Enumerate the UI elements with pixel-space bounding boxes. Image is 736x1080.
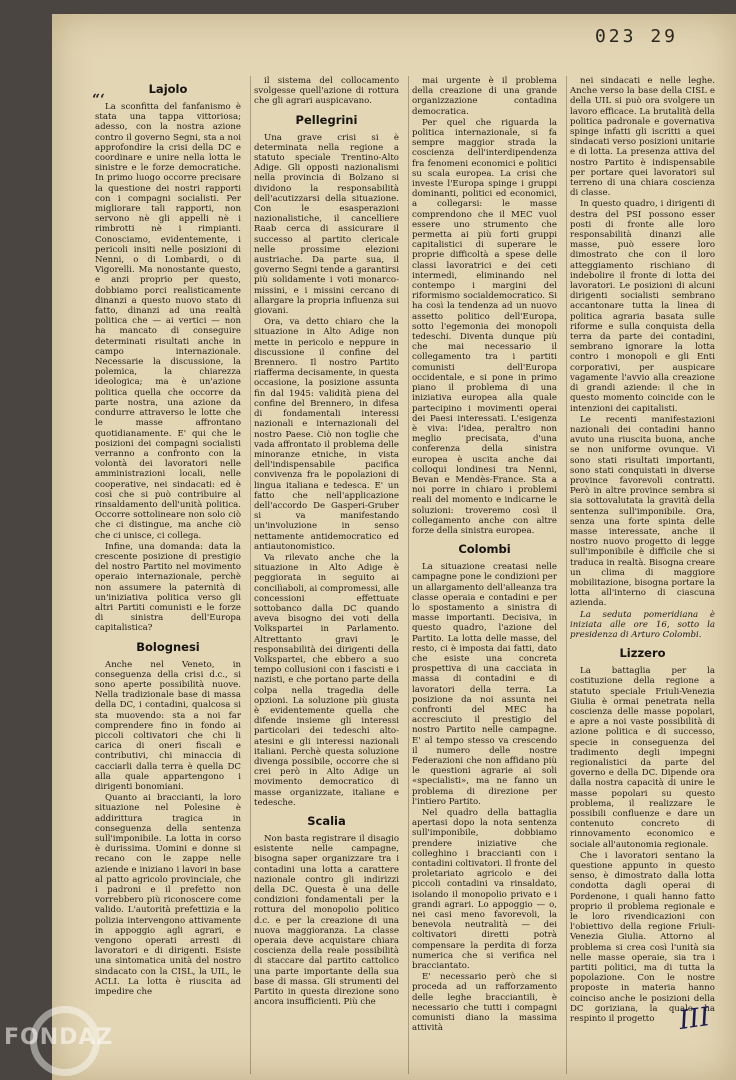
paragraph: Le recenti manifestazioni nazionali dei contadini hanno avuto una riuscita buona, anche se non uniforme ovunque. Vi sono stati risultati importanti, sono stati conquistati in diverse province favorevoli contratti. Però in altre province sembra si sia sottovalutata la gravità della sentenza sull'imponibile. Ora, senza una forte spinta delle masse interessate, anche il nostro nuovo progetto di legge sull'imponibile è difficile che si traduca in realtà. Bisogna creare un clima di maggiore mobilitazione, bisogna portare la lotta all'interno di ciascuna azienda. bbox=[570, 414, 715, 609]
section-heading: Colombi bbox=[458, 542, 511, 557]
paragraph: In questo quadro, i dirigenti di destra del PSI possono esser posti di fronte alle loro responsabilità dinanzi alle masse, può essere loro dimostrato che con il loro atteggiamento rischiano di indebolire il fronte di lotta dei lavoratori. Le posizioni di alcuni dirigenti socialisti sembrano accantonare tutta la linea di politica agraria basata sulle riforme e sulla conquista della terra da parte dei contadini, sembrano ignorare la lotta contro i monopoli e gli Enti corporativi, per auspicare vagamente l'avvio alla creazione di grandi aziende: il che in questo momento coincide con le intenzioni dei capitalisti. bbox=[570, 199, 715, 414]
paragraph: Quanto ai braccianti, la loro situazione nel Polesine è addirittura tragica in conseguenza della sentenza sull'imponibile. La lotta in corso è durissima. Uomini e donne si recano con le zappe nelle aziende e iniziano i lavori in base al patto agricolo provinciale, che i padroni e il prefetto non vorrebbero più riconoscere come valido. L'autorità prefettizia e la polizia intervengono attivamente in appoggio agli agrari, e vengono operati arresti di lavoratori e di dirigenti. Esiste una sintomatica unità del nostro sindacato con la CISL, la UIL, le ACLI. La lotta è riuscita ad impedire che bbox=[95, 793, 241, 998]
document-page bbox=[52, 14, 736, 1080]
paragraph: La situazione creatasi nelle campagne pone le condizioni per un allargamento dell'alleanza tra classe operaia e contadini e per lo spostamento a sinistra di masse importanti. Decisiva, in questo quadro, l'azione del Partito. La lotta delle masse, del resto, ci è imposta dai fatti, dato che esiste una concreta prospettiva di una cacciata in massa di contadini e di lavoratori della terra. La posizione da noi assunta nei confronti del MEC ha accresciuto il prestigio del nostro Partito nelle campagne. E' al tempo stesso va crescendo il numero delle nostre Federazioni che non affidano più le questioni agrarie ai soli «specialisti», ma ne fanno un problema di direzione per l'intiero Partito. bbox=[412, 562, 557, 807]
watermark-text: FONDAZ bbox=[4, 1025, 114, 1050]
section-heading: Bolognesi bbox=[136, 639, 200, 654]
paragraph: il sistema del collocamento svolgesse quell'azione di rottura che gli agrari auspicavano. bbox=[254, 76, 399, 107]
section-heading: Lizzero bbox=[619, 646, 666, 661]
paragraph: Che i lavoratori sentano la questione appunto in questo senso, è dimostrato dalla lotta condotta dagli operai di Pordenone, i quali hanno fatto proprio il problema regionale e le loro rivendicazioni con l'obiettivo della regione Friuli-Venezia Giulia. Attorno al problema si crea così l'unità sia nelle masse operaie, sia tra i partiti politici, ma di tutta la popolazione. Con le nostre proposte in materia hanno coinciso anche le posizioni della DC goriziana, la quale ha respinto il progetto bbox=[570, 850, 715, 1025]
paragraph: mai urgente è il problema della creazione di una grande organizzazione contadina democratica. bbox=[412, 76, 557, 117]
paragraph: Infine, una domanda: data la crescente posizione di prestigio del nostro Partito nel movimento operaio internazionale, perchè non assumere la paternità di un'iniziativa politica verso gli altri Partiti comunisti e le forze di sinistra dell'Europa capitalistica? bbox=[95, 541, 241, 634]
article-columns bbox=[92, 76, 722, 1074]
paragraph: La battaglia per la costituzione della regione a statuto speciale Friuli-Venezia Giulia è ormai penetrata nella coscienza delle masse popolari, e apre a noi vaste possibilità di azione politica e di successo, specie in conseguenza del tradimento degli impegni regionalistici da parte del governo e della DC. Dipende ora dalla nostra capacità di unire le masse popolari su questo problema, il realizzare le possibili confluenze e dare un contenuto concreto di rinnovamento economico e sociale all'autonomia regionale. bbox=[570, 666, 715, 850]
paragraph: Non basta registrare il disagio esistente nelle campagne, bisogna saper organizzare tra i contadini una lotta a carattere nazionale contro gli indirizzi della DC. Questa è una delle condizioni fondamentali per la rottura del monopolio politico d.c. e per la creazione di una nuova maggioranza. La classe operaia deve acquistare chiara coscienza della reale possibilità di staccare dal partito cattolico una parte importante della sua base di massa. Gli strumenti del Partito in questa direzione sono ancora insufficienti. Più che bbox=[254, 834, 399, 1008]
paragraph: E' necessario però che si proceda ad un rafforzamento delle leghe bracciantili, è necessario che tutti i compagni comunisti diano la massima attività bbox=[412, 972, 557, 1034]
column-3 bbox=[408, 76, 560, 1074]
section-heading: Scalia bbox=[307, 814, 346, 829]
paragraph: La seduta pomeridiana è iniziata alle ore 16, sotto la presidenza di Arturo Colombi. bbox=[570, 609, 715, 640]
paragraph: Nel quadro della battaglia apertasi dopo la nota sentenza sull'imponibile, dobbiamo prendere iniziative che colleghino i braccianti con i contadini coltivatori. Il fronte del proletariato agricolo e dei piccoli contadini va rinsaldato, isolando il monopolio privato e i grandi agrari. Lo appoggio — o, nei casi meno favorevoli, la benevola neutralità — dei coltivatori diretti potrà compensare la perdita di forza numerica che si verifica nel bracciantato. bbox=[412, 808, 557, 972]
column-2 bbox=[250, 76, 402, 1074]
page-number: 023 29 bbox=[594, 26, 678, 47]
paragraph: Per quel che riguarda la politica internazionale, si fa sempre maggior strada la coscienza dell'interdipendenza fra fenomeni economici e politici su scala europea. La crisi che investe l'Europa spinge i gruppi dominanti, politici ed economici, a collegarsi: le masse comprendono che il MEC vuol essere uno strumento che permetta ai più forti gruppi capitalistici di superare le proprie difficoltà a spese delle classi lavoratrici e dei ceti intermedi, eliminando nel contempo i margini del riformismo socialdemocratico. Si ha così la tendenza ad un nuovo assetto politico dell'Europa, sotto l'egemonia dei monopoli tedeschi. Diventa dunque più che mai necessario il collegamento tra i partiti comunisti dell'Europa occidentale, e si pone in primo piano il problema di una iniziativa europea alla quale partecipino i movimenti operai dei Paesi interessati. L'esigenza è viva: l'idea, peraltro non meglio precisata, d'una conferenza della sinistra europea è uscita anche dai colloqui londinesi tra Nenni, Bevan e Mendès-France. Sta a noi porre in chiaro i problemi reali del momento e indicarne le soluzioni: troveremo così il collegamento anche con altre forze della sinistra europea. bbox=[412, 117, 557, 536]
section-heading: Pellegrini bbox=[295, 112, 358, 127]
paragraph: Una grave crisi si è determinata nella regione a statuto speciale Trentino-Alto Adige. Gli opposti nazionalismi nella provincia di Bolzano si dividono la responsabilità dell'acutizzarsi della situazione. Con le esasperazioni nazionalistiche, il cancelliere Raab cerca di assicurare il successo al partito clericale nelle prossime elezioni austriache. Da parte sua, il governo Segni tende a garantirsi più solidamente i voti monarco-missini, e i missini cercano di allargare la propria influenza sui giovani. bbox=[254, 132, 399, 317]
margin-mark: “‘ bbox=[92, 92, 105, 108]
paragraph: Va rilevato anche che la situazione in Alto Adige è peggiorata in seguito ai concilìaboli, ai compromessi, alle concessioni effettuate sottobanco dalla DC quando aveva bisogno dei voti della Volkspartei in Parlamento. Altrettanto gravi le responsabilità dei dirigenti della Volkspartei, che ebbero a suo tempo collusioni con i fascisti e i nazisti, e che portano parte della colpa nella tragedia delle opzioni. La soluzione più giusta è evidentemente quella che difende insieme gli interessi particolari dei tedeschi alto-atesini e gli interessi nazionali italiani. Perchè questa soluzione divenga possibile, occorre che si crei però in Alto Adige un movimento democratico di masse organizzate, italiane e tedesche. bbox=[254, 552, 399, 808]
paragraph: Ora, va detto chiaro che la situazione in Alto Adige non mette in pericolo e neppure in discussione il confine del Brennero. Il nostro Partito riafferma decisamente, in questa occasione, la posizione assunta fin dal 1945: validità piena del confine del Brennero, in difesa di fondamentali interessi nazionali e internazionali del nostro Paese. Ciò non toglie che vada affrontato il problema delle minoranze etniche, in vista dell'indispensabile pacifica convivenza fra le popolazioni di lingua italiana e tedesca. E' un fatto che nell'applicazione dell'accordo De Gasperi-Gruber si va manifestando un'involuzione in senso nettamente antidemocratico ed antiautonomistico. bbox=[254, 317, 399, 552]
paragraph: Anche nel Veneto, in conseguenza della crisi d.c., si sono aperte possibilità nuove. Nella tradizionale base di massa della DC, i contadini, qualcosa si sta muovendo: sta a noi far comprendere fino in fondo ai piccoli coltivatori che chi li carica di oneri fiscali e contributivi, chi minaccia di cacciarli dalla terra è quella DC alla quale appartengono i dirigenti bonomiani. bbox=[95, 659, 241, 792]
section-heading: Lajolo bbox=[148, 82, 188, 96]
paragraph: La sconfitta del fanfanismo è stata una tappa vittoriosa; adesso, con la nostra azione contro il governo Segni, sta a noi approfondire la crisi della DC e coordinare e unire nella lotta le sinistre e le forze democratiche. In primo luogo occorre precisare la questione dei nostri rapporti con i compagni socialisti. Per migliorare tali rapporti, non servono nè gli appelli nè i rimbrotti nè i rimpianti. Conosciamo, evidentemente, i pericoli insiti nelle posizioni di Nenni, o di Lombardi, o di Vigorelli. Ma nonostante questo, e anzi proprio per questo, dobbiamo porci realisticamente dinanzi a questo nuovo stato di fatto, dinanzi ad una realtà politica che — ai vertici — non ha mancato di conseguire determinati risultati anche in campo internazionale. Necessarie la discussione, la polemica, la chiarezza ideologica; ma è un'azione politica quella che occorre da parte nostra, una azione da condurre attraverso le lotte che le masse affrontano quotidianamente. E' qui che le posizioni dei compagni socialisti verranno a confronto con la volontà dei lavoratori nelle amministrazioni locali, nelle cooperative, nei sindacati: ed è così che si può contribuire al rinsaldamento dell'unità politica. Occorre sottolineare non solo ciò che ci distingue, ma anche ciò che ci unisce, ci collega. bbox=[95, 102, 241, 541]
column-1 bbox=[92, 76, 244, 1074]
column-4 bbox=[566, 76, 718, 1074]
handwritten-mark: III bbox=[677, 1002, 712, 1036]
paragraph: nei sindacati e nelle leghe. Anche verso la base della CISL e della UIL si può ora svolgere un lavoro efficace. La brutalità della politica padronale e governativa spinge infatti gli iscritti a quei sindacati verso posizioni unitarie e di lotta. La presenza attiva del nostro Partito è indispensabile per portare quei lavoratori sul terreno di una chiara coscienza di classe. bbox=[570, 76, 715, 199]
